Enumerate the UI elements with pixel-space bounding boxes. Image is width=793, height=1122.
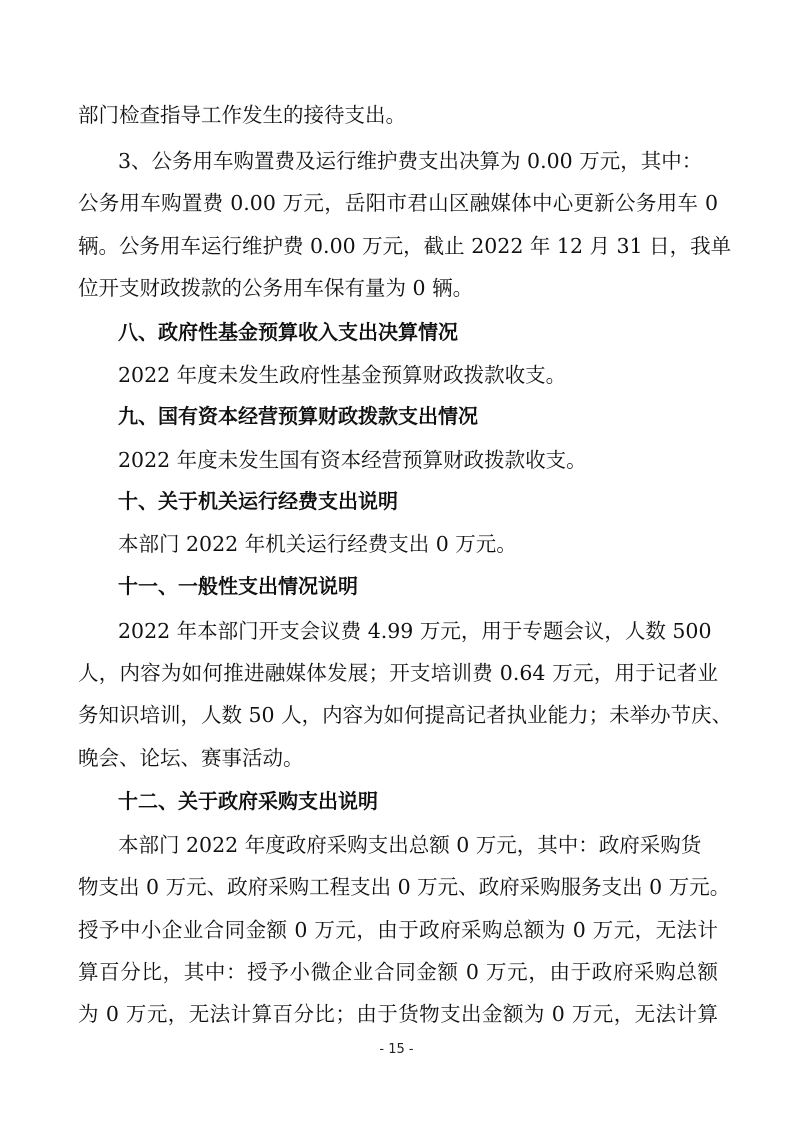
section-heading: 十一、一般性支出情况说明	[118, 574, 358, 598]
section-heading: 九、国有资本经营预算财政拨款支出情况	[118, 404, 478, 428]
paragraph-line: 授予中小企业合同金额 0 万元，由于政府采购总额为 0 万元，无法计	[78, 918, 718, 942]
paragraph-line: 人，内容为如何推进融媒体发展；开支培训费 0.64 万元，用于记者业	[78, 661, 718, 685]
paragraph-line: 为 0 万元，无法计算百分比；由于货物支出金额为 0 万元，无法计算	[78, 1002, 718, 1026]
paragraph-line: 部门检查指导工作发生的接待支出。	[78, 103, 406, 127]
paragraph-line: 算百分比，其中：授予小微企业合同金额 0 万元，由于政府采购总额	[78, 960, 718, 984]
paragraph-line: 本部门 2022 年度政府采购支出总额 0 万元，其中：政府采购货	[118, 833, 702, 857]
paragraph-line: 物支出 0 万元、政府采购工程支出 0 万元、政府采购服务支出 0 万元。	[78, 875, 731, 899]
paragraph-line: 本部门 2022 年机关运行经费支出 0 万元。	[118, 532, 517, 556]
paragraph-line: 2022 年度未发生国有资本经营预算财政拨款收支。	[118, 448, 587, 472]
paragraph-line: 位开支财政拨款的公务用车保有量为 0 辆。	[78, 276, 474, 300]
section-heading: 十二、关于政府采购支出说明	[118, 789, 378, 813]
paragraph-line: 2022 年度未发生政府性基金预算财政拨款收支。	[118, 363, 567, 387]
paragraph-line: 务知识培训，人数 50 人，内容为如何提高记者执业能力；未举办节庆、	[78, 703, 733, 727]
page-number: - 15 -	[379, 1042, 414, 1057]
paragraph-line: 公务用车购置费 0.00 万元，岳阳市君山区融媒体中心更新公务用车 0	[78, 191, 718, 215]
section-heading: 十、关于机关运行经费支出说明	[118, 489, 398, 513]
paragraph-line: 3、公务用车购置费及运行维护费支出决算为 0.00 万元，其中：	[118, 149, 703, 173]
paragraph-line: 晚会、论坛、赛事活动。	[78, 746, 304, 770]
paragraph-line: 辆。公务用车运行维护费 0.00 万元，截止 2022 年 12 月 31 日，我单	[78, 234, 732, 258]
paragraph-line: 2022 年本部门开支会议费 4.99 万元，用于专题会议，人数 500	[118, 619, 712, 643]
section-heading: 八、政府性基金预算收入支出决算情况	[118, 320, 458, 344]
